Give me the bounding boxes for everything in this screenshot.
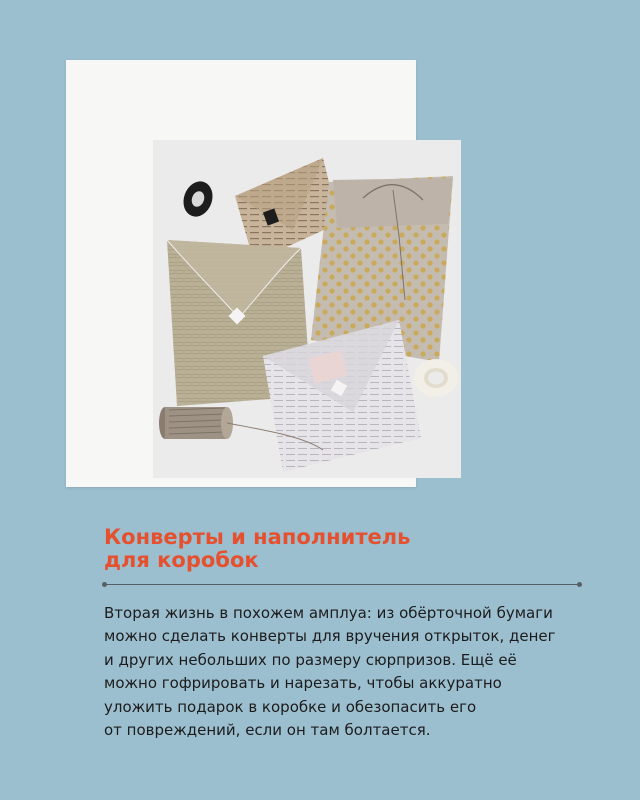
masking-tape-roll — [414, 359, 458, 397]
body-line: можно сделать конверты для вручения открыток, денег — [104, 627, 556, 646]
body-line: Вторая жизнь в похожем амплуа: из обёрточной бумаги — [104, 604, 553, 622]
body-line: и других небольших по размеру сюрпризов. Ещё её — [104, 650, 517, 669]
heading-line: Конверты и наполнитель — [104, 525, 411, 549]
heading-line: для коробок — [104, 548, 259, 572]
section-heading — [104, 526, 544, 572]
envelopes-photo — [153, 140, 461, 478]
body-line: можно гофрировать и нарезать, чтобы аккуратно — [104, 674, 502, 693]
divider-dot — [102, 582, 107, 587]
body-line: уложить подарок в коробке и обезопасить его — [104, 697, 477, 716]
photo-frame — [66, 60, 416, 487]
divider-dot — [577, 582, 582, 587]
divider — [104, 584, 580, 585]
body-paragraph — [104, 602, 594, 742]
body-line: от повреждений, если он там болтается. — [104, 721, 431, 740]
